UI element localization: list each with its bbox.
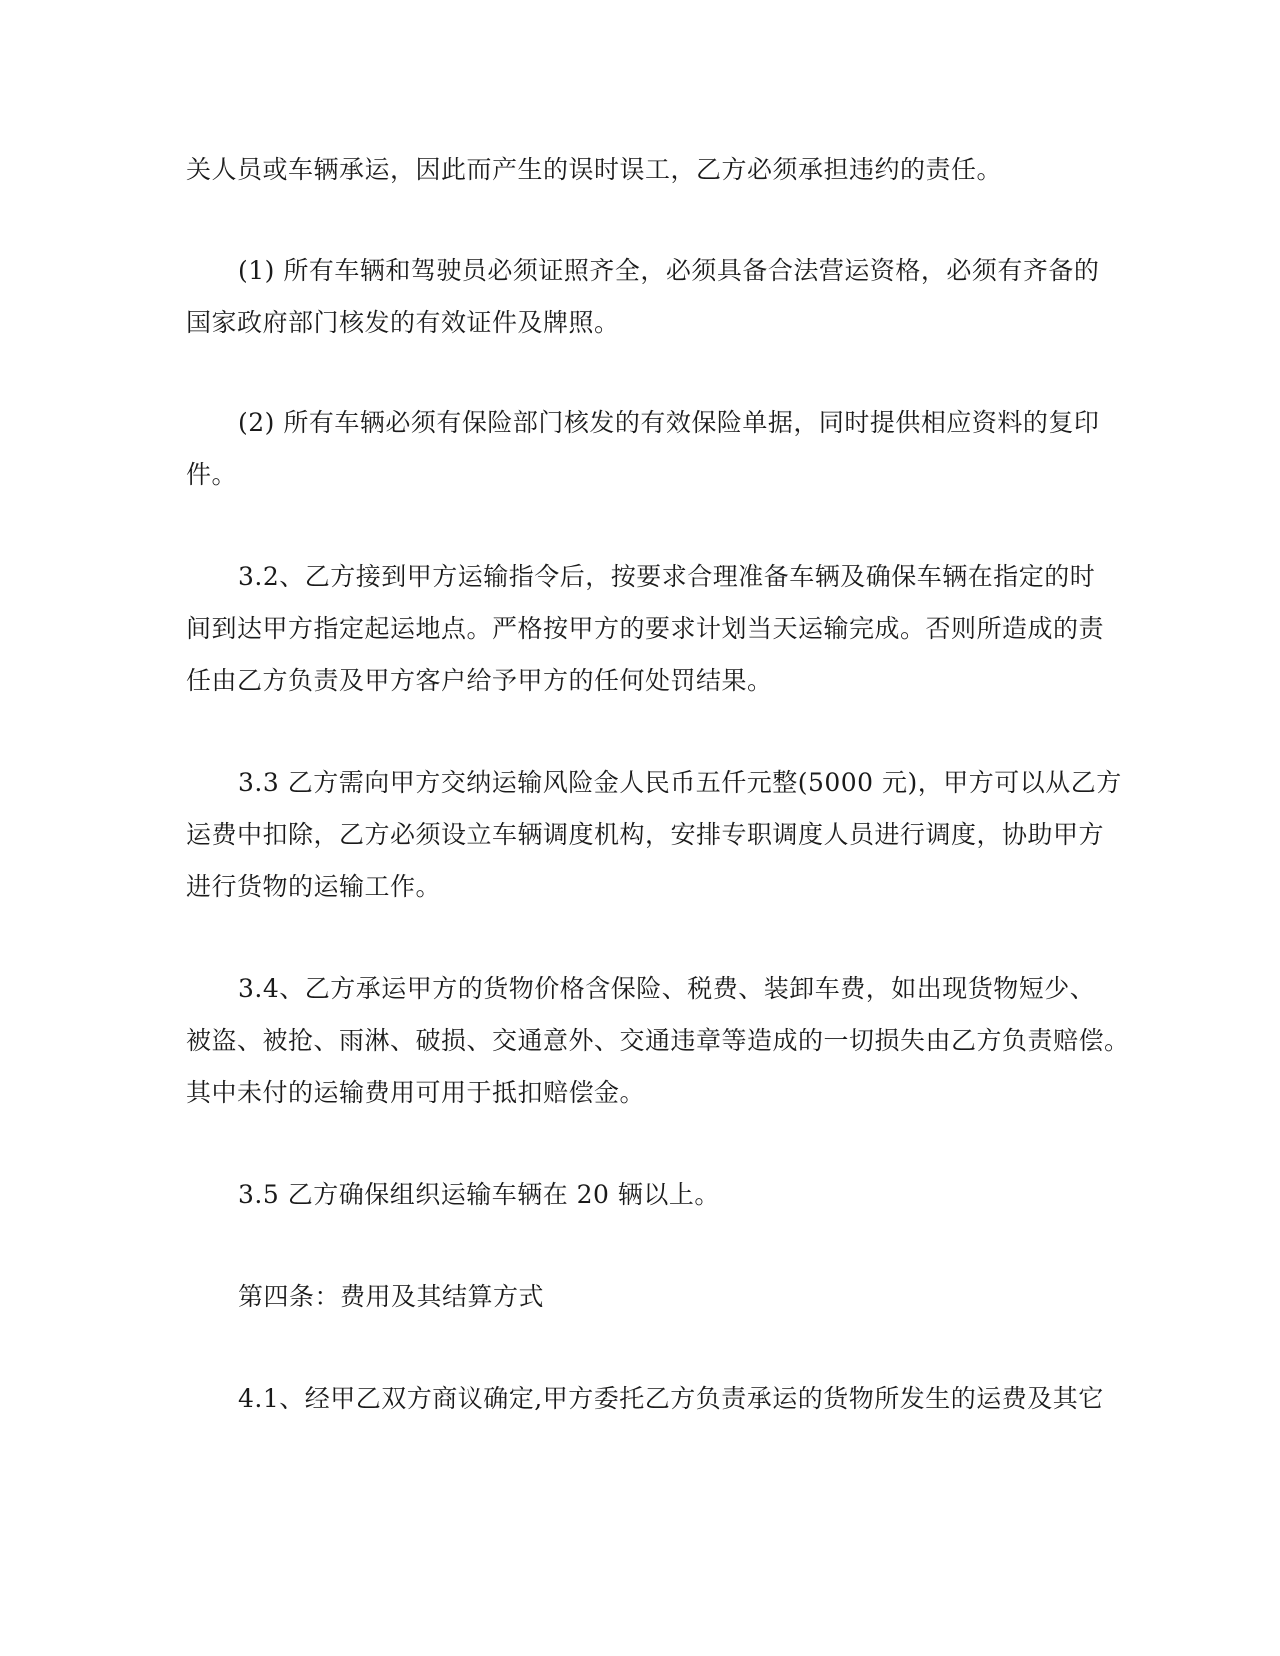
text-line: (1) 所有车辆和驾驶员必须证照齐全，必须具备合法营运资格，必须有齐备的 xyxy=(238,256,1100,285)
text-line: 件。 xyxy=(186,460,238,489)
text-line: 关人员或车辆承运，因此而产生的误时误工，乙方必须承担违约的责任。 xyxy=(186,155,1003,184)
text-line: 进行货物的运输工作。 xyxy=(186,872,442,901)
text-line: 3.4、乙方承运甲方的货物价格含保险、税费、装卸车费，如出现货物短少、 xyxy=(238,974,1096,1003)
text-line: 运费中扣除，乙方必须设立车辆调度机构，安排专职调度人员进行调度，协助甲方 xyxy=(186,820,1105,849)
text-line: 4.1、经甲乙双方商议确定,甲方委托乙方负责承运的货物所发生的运费及其它 xyxy=(238,1384,1104,1413)
text-line: 国家政府部门核发的有效证件及牌照。 xyxy=(186,308,620,337)
section-heading: 第四条：费用及其结算方式 xyxy=(238,1282,545,1311)
text-line: 3.5 乙方确保组织运输车辆在 20 辆以上。 xyxy=(238,1180,720,1209)
text-line: 被盗、被抢、雨淋、破损、交通意外、交通违章等造成的一切损失由乙方负责赔偿。 xyxy=(186,1026,1130,1055)
text-line: 3.2、乙方接到甲方运输指令后，按要求合理准备车辆及确保车辆在指定的时 xyxy=(238,562,1096,591)
text-line: 间到达甲方指定起运地点。严格按甲方的要求计划当天运输完成。否则所造成的责 xyxy=(186,614,1105,643)
text-line: (2) 所有车辆必须有保险部门核发的有效保险单据，同时提供相应资料的复印 xyxy=(238,408,1100,437)
text-line: 其中未付的运输费用可用于抵扣赔偿金。 xyxy=(186,1078,646,1107)
text-line: 任由乙方负责及甲方客户给予甲方的任何处罚结果。 xyxy=(186,666,773,695)
text-line: 3.3 乙方需向甲方交纳运输风险金人民币五仟元整(5000 元)，甲方可以从乙方 xyxy=(238,768,1122,797)
